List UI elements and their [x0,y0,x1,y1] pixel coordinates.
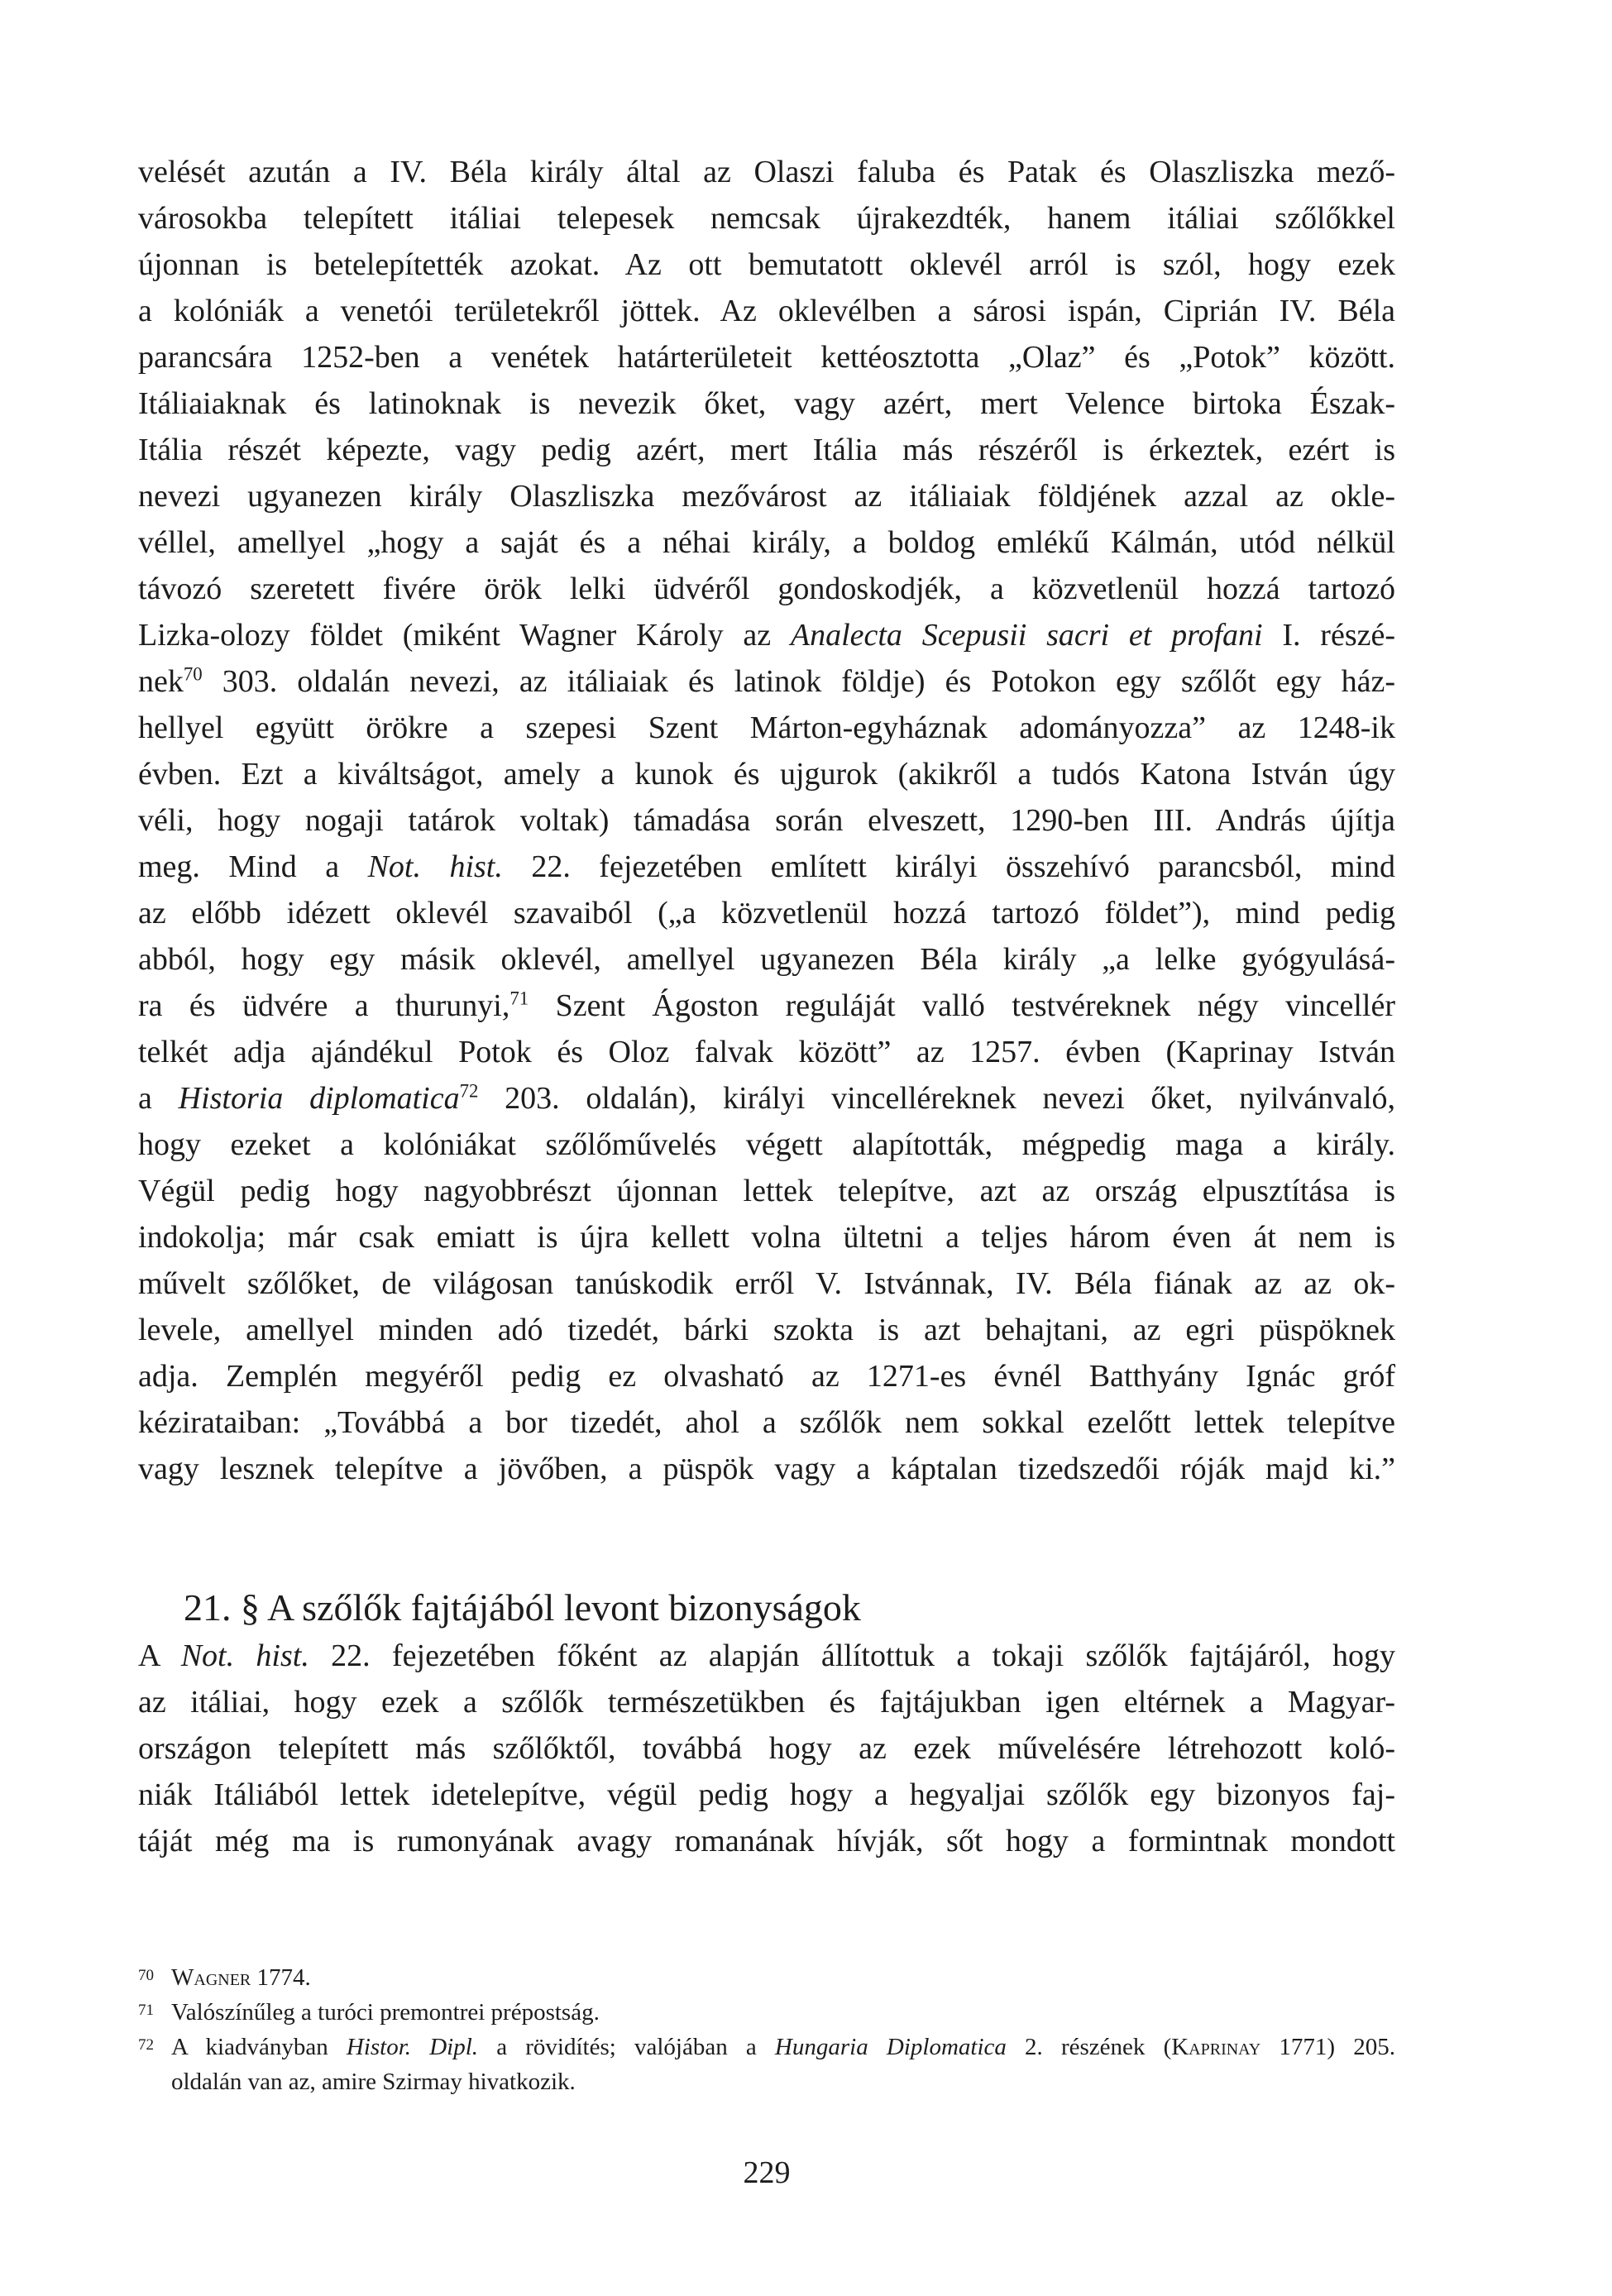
text-segment: nek [138,664,184,699]
text-segment: Histor. Dipl. [346,2034,479,2060]
text-segment: Szent Ágoston reguláját valló testvéreknek négy vincellér [529,988,1395,1023]
text-line [138,1260,1395,1307]
footnote-text [171,1995,1395,2030]
footnote-line [171,2030,1395,2064]
text-line [138,1122,1395,1168]
text-line [138,566,1395,612]
text-segment: Végül pedig hogy nagyobbrészt újonnan lettek telepítve, azt az ország elpusztítása is [138,1174,1395,1208]
text-segment: 1771) 205. [1260,2034,1396,2060]
text-line [138,195,1395,242]
text-segment: városokba telepített itáliai telepesek nemcsak újrakezdték, hanem itáliai szőlőkkel [138,201,1395,236]
text-segment: Itáliaiaknak és latinoknak is nevezik őket, vagy azért, mert Velence birtoka Észak- [138,386,1395,421]
text-segment: Not. hist. [367,849,503,884]
text-line [138,427,1395,473]
paragraph-continuation [138,149,1395,1492]
text-segment: 303. oldalán nevezi, az itáliaiak és latinok földje) és Potokon egy szőlőt egy ház- [202,664,1395,699]
text-segment: távozó szeretett fivére örök lelki üdvéről gondoskodjék, a közvetlenül hozzá tartozó [138,572,1395,606]
text-segment: 2. részének ( [1006,2034,1172,2060]
text-line [138,149,1395,195]
footnote-reference: 70 [183,663,203,685]
text-line [138,983,1395,1029]
footnote-line [171,1995,1395,2030]
text-line [138,1353,1395,1399]
text-segment: indokolja; már csak emiatt is újra kellett volna ültetni a teljes három éven át nem is [138,1220,1395,1255]
text-segment: az itáliai, hogy ezek a szőlők természetükben és fajtájukban igen eltérnek a Magyar- [138,1685,1395,1720]
footnote-reference: 72 [459,1080,479,1102]
text-line [138,1075,1395,1122]
footnote-marker: 70 [138,1967,154,1984]
text-segment: parancsára 1252-ben a venétek határterületeit kettéosztotta „Olaz” és „Potok” között. [138,340,1395,375]
text-segment: adja. Zemplén megyéről pedig ez olvasható az 1271-es évnél Batthyány Ignác gróf [138,1359,1395,1394]
text-line [138,1818,1395,1864]
text-segment: véli, hogy nogaji tatárok voltak) támadása során elveszett, 1290-ben III. András újítja [138,803,1395,838]
paragraph [138,1633,1395,1864]
footnotes [138,1960,1395,2099]
text-segment: hogy ezeket a kolóniákat szőlőművelés végett alapították, mégpedig maga a király. [138,1127,1395,1162]
text-line [138,1307,1395,1353]
text-line [138,1446,1395,1492]
text-segment: niák Itáliából lettek idetelepítve, végül pedig hogy a hegyaljai szőlők egy bizonyos faj- [138,1777,1395,1812]
text-segment: Valószínűleg a turóci premontrei prépostság. [171,1999,600,2026]
text-segment: országon telepített más szőlőktől, továbbá hogy az ezek művelésére létrehozott koló- [138,1731,1395,1766]
text-segment: oldalán van az, amire Szirmay hivatkozik. [171,2069,576,2095]
text-line [138,797,1395,844]
text-line [138,473,1395,519]
text-segment: újonnan is betelepítették azokat. Az ott bemutatott oklevél arról is szól, hogy ezek [138,247,1395,282]
text-segment: levele, amellyel minden adó tizedét, bárki szokta is azt behajtani, az egri püspöknek [138,1313,1395,1347]
text-segment: a rövidítés; valójában a [478,2034,775,2060]
text-line [138,1772,1395,1818]
text-segment: a kolóniák a venetói területekről jöttek. Az oklevélben a sárosi ispán, Ciprián IV. Béla [138,294,1395,328]
footnote [138,2030,1395,2099]
text-segment: hellyel együtt örökre a szepesi Szent Márton-egyháznak adományozza” az 1248-ik [138,710,1395,745]
text-segment: 1774. [251,1964,311,1991]
footnote-line [171,2064,1395,2099]
text-line [138,380,1395,427]
text-segment: velését azután a IV. Béla király által az Olaszi faluba és Patak és Olaszliszka mező- [138,155,1395,189]
text-segment: Historia diplomatica [178,1081,460,1116]
text-line [138,288,1395,334]
text-line [138,1168,1395,1214]
text-line [138,519,1395,566]
text-line [138,658,1395,705]
page-number: 229 [743,2155,791,2190]
text-segment: 22. fejezetében főként az alapján állítottuk a tokaji szőlők fajtájáról, hogy [309,1638,1395,1673]
text-segment: A kiadványban [171,2034,347,2060]
text-segment: az előbb idézett oklevél szavaiból („a közvetlenül hozzá tartozó földet”), mind pedig [138,896,1395,930]
text-segment: Analecta Scepusii sacri et profani [790,618,1263,653]
text-segment: kézirataiban: „Továbbá a bor tizedét, ahol a szőlők nem sokkal ezelőtt lettek telepítve [138,1405,1395,1440]
text-line [138,936,1395,983]
footnote-reference: 71 [509,988,529,1009]
text-segment: A [138,1638,181,1673]
text-segment: ra és üdvére a thurunyi, [138,988,510,1023]
text-segment: meg. Mind a [138,849,368,884]
footnote [138,1995,1395,2030]
text-line [138,334,1395,380]
text-segment: 203. oldalán), királyi vincelléreknek nevezi őket, nyilvánvaló, [478,1081,1395,1116]
text-segment: táját még ma is rumonyának avagy romanának hívják, sőt hogy a formintnak mondott [138,1824,1395,1858]
footnote-marker: 71 [138,2002,154,2019]
text-segment: Wagner [171,1964,251,1991]
text-segment: nevezi ugyanezen király Olaszliszka mezővárost az itáliaiak földjének azzal az okle- [138,479,1395,514]
text-line [138,1633,1395,1679]
footnote-text [171,2030,1395,2099]
text-line [138,1725,1395,1772]
footnote-text [171,1960,1395,1995]
text-line [138,242,1395,288]
section-heading: 21. § A szőlők fajtájából levont bizonyságok [184,1586,861,1629]
text-segment: abból, hogy egy másik oklevél, amellyel ugyanezen Béla király „a lelke gyógyulásá- [138,942,1395,977]
footnote-line [171,1960,1395,1995]
text-segment: 22. fejezetében említett királyi összehívó parancsból, mind [502,849,1395,884]
text-line [138,844,1395,890]
text-segment: véllel, amellyel „hogy a saját és a néhai király, a boldog emlékű Kálmán, utód nélkül [138,525,1395,560]
text-line [138,890,1395,936]
text-segment: telkét adja ajándékul Potok és Oloz falvak között” az 1257. évben (Kaprinay István [138,1035,1395,1069]
text-line [138,612,1395,658]
text-segment: vagy lesznek telepítve a jövőben, a püspök vagy a káptalan tizedszedői róják majd ki.” [138,1452,1395,1486]
text-segment: Not. hist. [180,1638,309,1673]
text-line [138,705,1395,751]
text-segment: Hungaria Diplomatica [774,2034,1007,2060]
text-segment: Lizka-olozy földet (miként Wagner Károly az [138,618,791,653]
main-text-column [138,149,1395,1864]
text-segment: I. részé- [1262,618,1395,653]
footnote [138,1960,1395,1995]
text-segment: a [138,1081,179,1116]
text-line [138,751,1395,797]
text-segment: Kaprinay [1171,2034,1261,2060]
text-segment: évben. Ezt a kiváltságot, amely a kunok és ujgurok (akikről a tudós Katona István úgy [138,757,1395,792]
text-line [138,1029,1395,1075]
text-line [138,1399,1395,1446]
text-segment: Itália részét képezte, vagy pedig azért, mert Itália más részéről is érkeztek, ezért is [138,433,1395,467]
text-segment: művelt szőlőket, de világosan tanúskodik erről V. Istvánnak, IV. Béla fiának az az ok- [138,1266,1395,1301]
text-line [138,1214,1395,1260]
footnote-marker: 72 [138,2036,154,2054]
text-line [138,1679,1395,1725]
